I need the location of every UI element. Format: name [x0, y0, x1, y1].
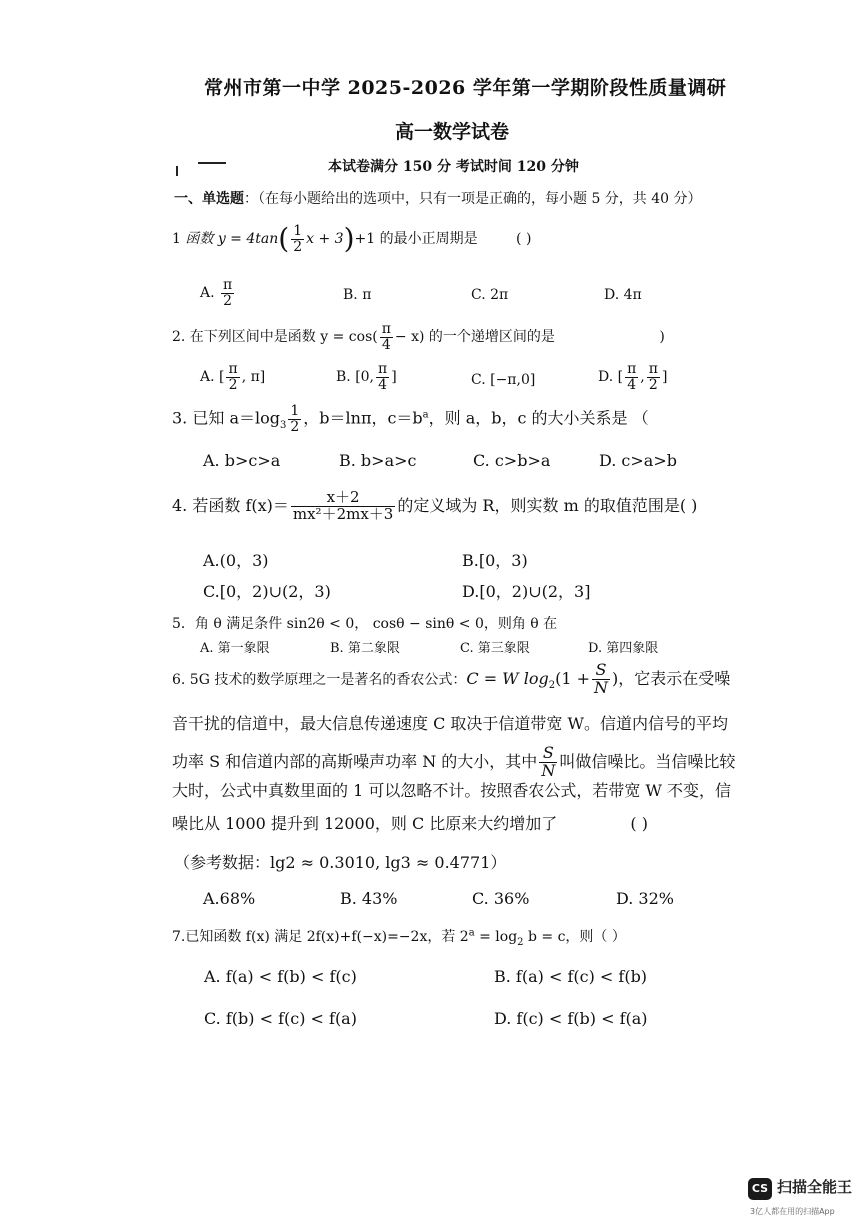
q1-option-a: A. $\frac{\pi}{2}$ — [200, 277, 233, 309]
question-6-line-2: 音干扰的信道中，最大信息传递速度 C 取决于信道带宽 W。信道内信号的平均 — [172, 714, 728, 733]
question-6-fraction: $\frac{S}{N}$ — [594, 660, 608, 697]
answer-paren: ( ) — [516, 231, 532, 248]
question-number: 1 — [172, 231, 181, 248]
question-6-reference: （参考数据：lg2 ≈ 0.3010, lg3 ≈ 0.4771） — [174, 853, 507, 872]
question-6-line-5: 噪比从 1000 提升到 12000，则 C 比原来大约增加了 ( ) — [172, 814, 648, 833]
q7-option-d: D. f(c) < f(b) < f(a) — [494, 1009, 648, 1028]
watermark-name: 扫描全能王 — [777, 1178, 853, 1196]
exam-meta: 本试卷满分 150 分 考试时间 120 分钟 — [328, 159, 579, 175]
question-2 — [172, 322, 665, 352]
section-instructions: ：（在每小题给出的选项中，只有一项是正确的，每小题 5 分，共 40 分） — [244, 191, 702, 207]
question-4-fraction: $\frac{x+2}{\text{mx²＋2mx＋3}}$ — [292, 488, 394, 523]
fraction: $\frac{\pi}{2}$ — [228, 361, 238, 393]
q3-option-c: C. c>b>a — [473, 451, 551, 470]
question-6-line-4: 大时，公式中真数里面的 1 可以忽略不计。按照香农公式，若带宽 W 不变，信 — [172, 781, 731, 800]
q1-option-c: C. 2π — [471, 287, 509, 303]
q5-option-c: C. 第三象限 — [460, 641, 530, 656]
q2-option-c: C. [−π,0] — [471, 372, 536, 388]
q4-option-c: C.[0，2)∪(2，3) — [203, 582, 331, 601]
question-3-fraction: $\frac{1}{2}$ — [290, 403, 300, 435]
answer-paren: ( ) — [630, 814, 648, 833]
q4-option-b: B.[0，3) — [462, 551, 528, 570]
left-paren: ( — [278, 222, 290, 256]
exam-title: 常州市第一中学 2025-2026 学年第一学期阶段性质量调研 — [204, 77, 727, 99]
q6-option-a: A.68% — [203, 889, 256, 908]
question-7: 7.已知函数 f(x) 满足 2f(x)+f(−x)=−2x，若 $2^a = \log_2 b = c$，则（ ） — [172, 927, 626, 948]
exam-subtitle: 高一数学试卷 — [395, 121, 510, 143]
q6-option-c: C. 36% — [472, 889, 530, 908]
q7-option-c: C. f(b) < f(c) < f(a) — [204, 1009, 357, 1028]
section-heading-row — [174, 188, 702, 208]
question-4: 4. 若函数 f(x)＝ $\frac{x+2}{\text{mx²＋2mx＋3}}$ 的定义域为 R，则实数 m 的取值范围是( ) — [172, 488, 698, 523]
q4-option-d: D.[0，2)∪(2，3] — [462, 582, 591, 601]
answer-paren: ) — [659, 329, 665, 346]
fraction: $\frac{\pi}{4}$ — [378, 361, 388, 393]
q2-option-d: D. [ $\frac{\pi}{4}$ , $\frac{\pi}{2}$ ] — [598, 361, 668, 393]
q2-option-b: B. [0, $\frac{\pi}{4}$ ] — [336, 361, 397, 393]
question-2-fraction: $\frac{\pi}{4}$ — [381, 321, 391, 353]
question-1-suffix: +1 的最小正周期是 — [354, 231, 478, 248]
q3-option-a: A. b>c>a — [203, 451, 281, 470]
fraction: $\frac{\pi}{4}$ — [627, 361, 637, 393]
q6-option-d: D. 32% — [616, 889, 674, 908]
question-2-prefix: 2. 在下列区间中是函数 y = cos( — [172, 329, 378, 346]
q1-option-a-fraction: $\frac{\pi}{2}$ — [223, 277, 233, 309]
question-5: 5．角 θ 满足条件 sin2θ < 0， cosθ − sinθ < 0，则角 θ 在 — [172, 616, 558, 632]
q3-option-d: D. c>a>b — [599, 451, 677, 470]
q1-option-b: B. π — [343, 287, 372, 303]
q7-option-a: A. f(a) < f(b) < f(c) — [204, 967, 357, 986]
question-1 — [172, 224, 531, 254]
question-6-snr-fraction: $\frac{S}{N}$ — [541, 743, 556, 780]
question-1-prefix: 函数 y = 4tan — [185, 231, 279, 248]
question-6-line-1: 6. 5G 技术的数学原理之一是著名的香农公式：C = W $\log_2(1$ + $\frac{S}{N}$ )，它表示在受噪 — [172, 660, 731, 697]
question-1-fraction: $\frac{1}{2}$ — [293, 223, 303, 255]
fraction: $\frac{\pi}{2}$ — [648, 361, 658, 393]
q4-option-a: A.(0，3) — [203, 551, 269, 570]
scan-mark — [198, 162, 226, 164]
watermark-tagline: 3亿人都在用的扫描App — [750, 1207, 835, 1216]
question-2-suffix: − x) 的一个递增区间的是 — [394, 329, 555, 346]
q6-option-b: B. 43% — [340, 889, 398, 908]
question-3: 3. 已知 $a=\log_3$ $\frac{1}{2}$ ，b＝lnπ，$c=b^a$，则 a，b，c 的大小关系是 （ — [172, 403, 649, 435]
q5-option-a: A. 第一象限 — [200, 641, 270, 656]
question-6-line-3: 功率 S 和信道内部的高斯噪声功率 N 的大小，其中 $\frac{S}{N}$ 叫做信噪比。当信噪比较 — [172, 743, 736, 780]
q2-option-a: A. [ $\frac{\pi}{2}$ , π] — [200, 361, 266, 393]
q5-option-d: D. 第四象限 — [588, 641, 659, 656]
q5-option-b: B. 第二象限 — [330, 641, 400, 656]
q1-option-d: D. 4π — [604, 287, 642, 303]
section-heading: 一、单选题 — [174, 191, 244, 207]
camscanner-logo-icon: CS — [748, 1178, 772, 1200]
question-1-mid: x + 3 — [306, 231, 344, 248]
right-paren: ) — [343, 222, 355, 256]
scan-mark — [176, 166, 178, 176]
scanner-watermark — [748, 1176, 858, 1220]
q7-option-b: B. f(a) < f(c) < f(b) — [494, 967, 648, 986]
q3-option-b: B. b>a>c — [339, 451, 417, 470]
